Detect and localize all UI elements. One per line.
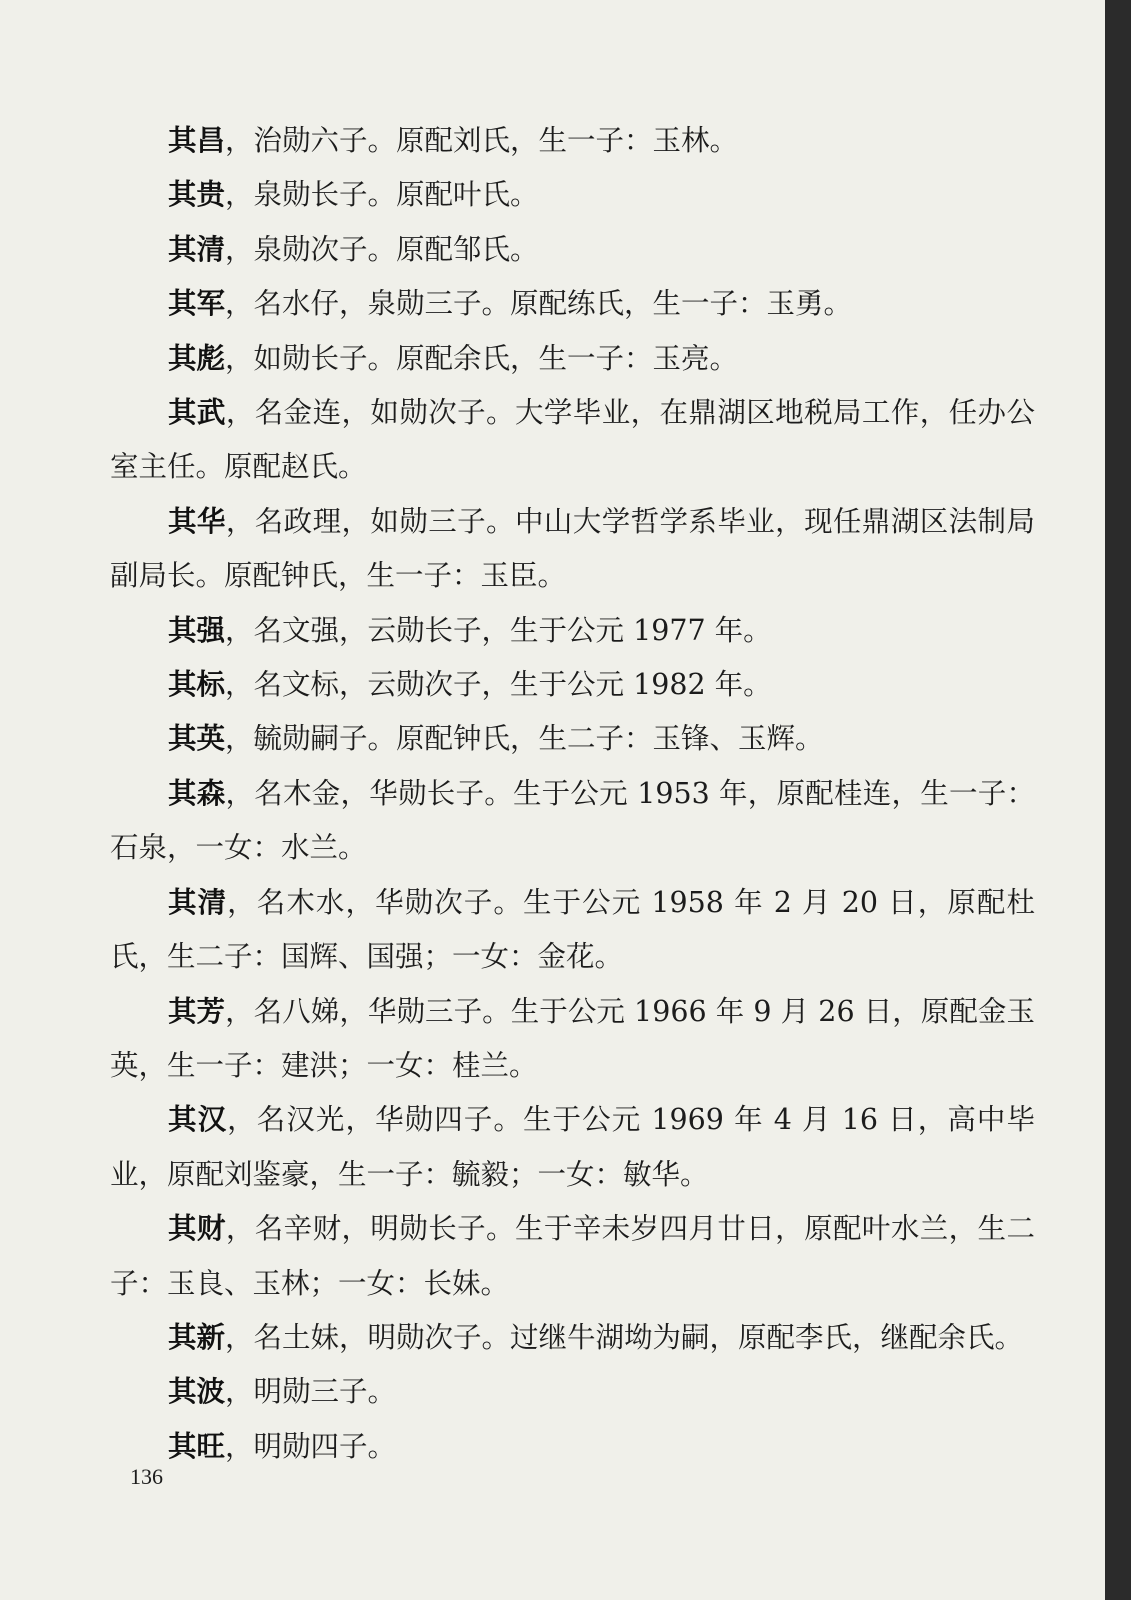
entry-qicai (110, 1202, 1035, 1311)
entry-text: ，明勋四子。 (225, 1429, 397, 1463)
entry-text: ，泉勋长子。原配叶氏。 (225, 178, 539, 212)
entry-qibo (110, 1365, 1035, 1419)
entry-qiwu (110, 386, 1035, 495)
entry-name: 其华 (168, 504, 226, 538)
entry-qifang (110, 985, 1035, 1094)
entry-text: ，泉勋次子。原配邹氏。 (225, 232, 539, 266)
entry-name: 其波 (168, 1375, 226, 1409)
entry-text: ，名汉光，华勋四子。生于公元 1969 年 4 月 16 日，高中毕业，原配刘鉴豪，生一子：毓毅；一女：敏华。 (110, 1103, 1035, 1191)
entry-qibiao-2 (110, 658, 1035, 712)
entry-text: ，名土妹，明勋次子。过继牛湖坳为嗣，原配李氏，继配余氏。 (225, 1320, 1024, 1354)
entry-name: 其武 (168, 396, 226, 430)
entry-qiqiang (110, 604, 1035, 658)
entry-name: 其芳 (168, 994, 226, 1028)
entry-qiqing-1 (110, 223, 1035, 277)
entry-qiying (110, 712, 1035, 766)
entry-qigui (110, 168, 1035, 222)
entry-qibiao-1 (110, 332, 1035, 386)
entry-qijun (110, 277, 1035, 331)
entry-text: ，名八娣，华勋三子。生于公元 1966 年 9 月 26 日，原配金玉英，生一子：建洪；一女：桂兰。 (110, 994, 1035, 1082)
entry-name: 其清 (168, 885, 228, 919)
entry-qiwang (110, 1420, 1035, 1474)
entry-name: 其强 (168, 613, 226, 647)
entry-name: 其汉 (168, 1103, 228, 1137)
entry-qihua (110, 495, 1035, 604)
page-number: 136 (130, 1464, 163, 1489)
entry-name: 其旺 (168, 1429, 226, 1463)
entry-name: 其彪 (168, 341, 226, 375)
entry-text: ，名水仔，泉勋三子。原配练氏，生一子：玉勇。 (225, 287, 853, 321)
entry-text: ，明勋三子。 (225, 1375, 397, 1409)
entry-text: ，毓勋嗣子。原配钟氏，生二子：玉锋、玉辉。 (225, 722, 824, 756)
entry-name: 其贵 (168, 178, 226, 212)
entry-name: 其新 (168, 1320, 226, 1354)
entry-name: 其标 (168, 668, 226, 702)
entry-name: 其财 (168, 1212, 226, 1246)
entry-text: ，名金连，如勋次子。大学毕业，在鼎湖区地税局工作，任办公室主任。原配赵氏。 (110, 396, 1035, 484)
entry-text: ，名木水，华勋次子。生于公元 1958 年 2 月 20 日，原配杜氏，生二子：国辉、国强；一女：金花。 (110, 885, 1035, 974)
entry-name: 其英 (168, 722, 226, 756)
entry-text: ，名木金，华勋长子。生于公元 1953 年，原配桂连，生一子：石泉，一女：水兰。 (110, 776, 1035, 865)
entry-name: 其军 (168, 287, 226, 321)
entry-name: 其昌 (168, 124, 226, 157)
entry-qiqing-2 (110, 876, 1035, 985)
entry-text: ，名文强，云勋长子，生于公元 1977 年。 (225, 613, 772, 647)
entry-text: ，名辛财，明勋长子。生于辛未岁四月廿日，原配叶水兰，生二子：玉良、玉林；一女：长妹。 (110, 1212, 1035, 1300)
entry-text: ，名政理，如勋三子。中山大学哲学系毕业，现任鼎湖区法制局副局长。原配钟氏，生一子：玉臣。 (110, 504, 1035, 593)
entry-text: ，名文标，云勋次子，生于公元 1982 年。 (225, 668, 772, 702)
entry-name: 其森 (168, 776, 226, 810)
entry-text: ，如勋长子。原配余氏，生一子：玉亮。 (225, 341, 739, 375)
entry-qichang (110, 114, 1035, 168)
entry-qixin (110, 1311, 1035, 1365)
entry-name: 其清 (168, 232, 226, 266)
entry-qihan (110, 1093, 1035, 1202)
entry-qisen (110, 767, 1035, 876)
genealogy-entries (110, 114, 1035, 1474)
entry-text: ，治勋六子。原配刘氏，生一子：玉林。 (225, 124, 739, 157)
